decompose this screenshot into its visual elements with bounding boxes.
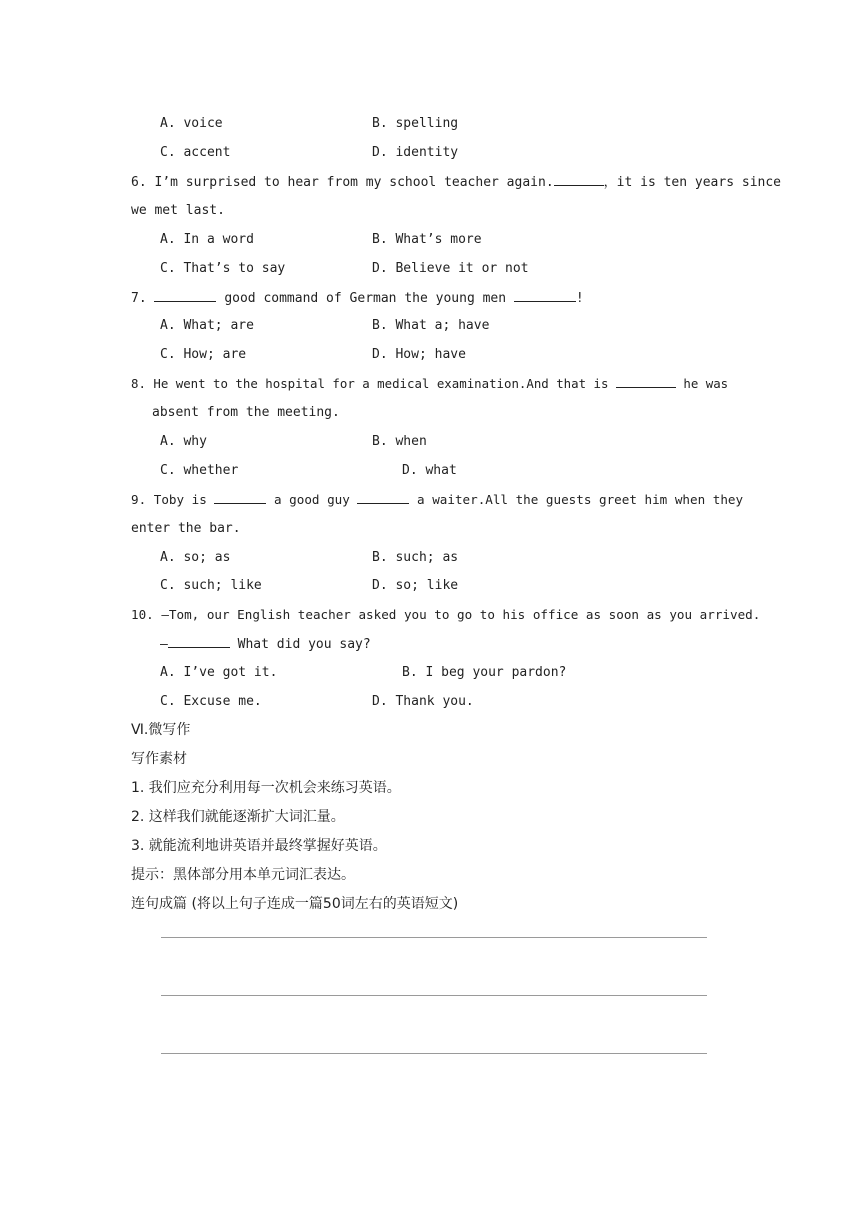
q7-option-c: C. How; are <box>160 347 247 362</box>
q6-stem-before: 6. I’m surprised to hear from my school teacher again. <box>131 175 554 190</box>
q7-stem-end: ! <box>575 291 584 306</box>
q9-option-b: B. such; as <box>372 550 459 565</box>
q6-option-a: A. In a word <box>160 232 254 247</box>
q8-option-c: C. whether <box>160 463 239 478</box>
q6-option-b: B. What’s more <box>372 232 482 247</box>
q6-option-c: C. That’s to say <box>160 261 286 276</box>
writing-item-2: 2. 这样我们就能逐渐扩大词汇量。 <box>131 809 345 825</box>
q7-stem-middle: good command of German the young men <box>224 291 507 306</box>
q10-stem-after: What did you say? <box>237 637 371 652</box>
q7-option-a: A. What; are <box>160 318 254 333</box>
writing-material-title: 写作素材 <box>131 751 187 767</box>
section6-heading: Ⅵ.微写作 <box>131 722 191 738</box>
q8-option-a: A. why <box>160 434 207 449</box>
q6-stem-after: ，it is ten years since <box>603 175 782 190</box>
q9-option-a: A. so; as <box>160 550 231 565</box>
q8-stem-line2: absent from the meeting. <box>152 405 340 420</box>
q8-option-b: B. when <box>372 434 427 449</box>
writing-item-1: 1. 我们应充分利用每一次机会来练习英语。 <box>131 780 401 796</box>
writing-hint: 提示：黑体部分用本单元词汇表达。 <box>131 867 355 883</box>
q10-option-a: A. I’ve got it. <box>160 665 278 680</box>
q6-stem-line2: we met last. <box>131 203 225 218</box>
q10-option-b: B. I beg your pardon? <box>402 665 567 680</box>
answer-line-2[interactable] <box>161 995 707 996</box>
q9-option-d: D. so; like <box>372 578 459 593</box>
q9-answer-blank-1 <box>214 492 266 504</box>
writing-item-3: 3. 就能流利地讲英语并最终掌握好英语。 <box>131 838 387 854</box>
q9-stem-start: 9. Toby is <box>131 492 207 507</box>
q7-stem <box>131 290 584 307</box>
q10-dash: — <box>160 637 168 652</box>
q9-answer-blank-2 <box>357 492 409 504</box>
q10-stem-line1: 10. —Tom, our English teacher asked you to go to his office as soon as you arrived. <box>131 607 761 622</box>
q10-answer-blank <box>168 636 230 648</box>
q5-option-b: B. spelling <box>372 116 459 131</box>
q8-stem-after: he was <box>683 376 729 391</box>
q10-option-d: D. Thank you. <box>372 694 474 709</box>
q8-stem-line1 <box>131 376 728 392</box>
q10-stem-line2 <box>160 636 371 653</box>
writing-instruction: 连句成篇 (将以上句子连成一篇50词左右的英语短文) <box>131 896 459 912</box>
q9-stem-end: a waiter.All the guests greet him when they <box>417 492 744 507</box>
q7-number: 7. <box>131 291 147 306</box>
q7-option-d: D. How; have <box>372 347 466 362</box>
q6-stem-line1 <box>131 174 781 191</box>
q7-option-b: B. What a; have <box>372 318 490 333</box>
q6-answer-blank <box>554 174 604 186</box>
q7-answer-blank-2 <box>514 290 576 302</box>
q8-option-d: D. what <box>402 463 457 478</box>
q8-stem-before: 8. He went to the hospital for a medical examination.And that is <box>131 376 609 391</box>
q5-option-a: A. voice <box>160 116 223 131</box>
q8-answer-blank <box>616 376 676 388</box>
q6-option-d: D. Believe it or not <box>372 261 529 276</box>
answer-line-1[interactable] <box>161 937 707 938</box>
q9-stem-line2: enter the bar. <box>131 521 241 536</box>
q9-stem-line1 <box>131 492 743 508</box>
q5-option-c: C. accent <box>160 145 231 160</box>
q10-option-c: C. Excuse me. <box>160 694 262 709</box>
q9-option-c: C. such; like <box>160 578 262 593</box>
answer-line-3[interactable] <box>161 1053 707 1054</box>
q9-stem-middle: a good guy <box>274 492 350 507</box>
q7-answer-blank-1 <box>154 290 216 302</box>
q5-option-d: D. identity <box>372 145 459 160</box>
